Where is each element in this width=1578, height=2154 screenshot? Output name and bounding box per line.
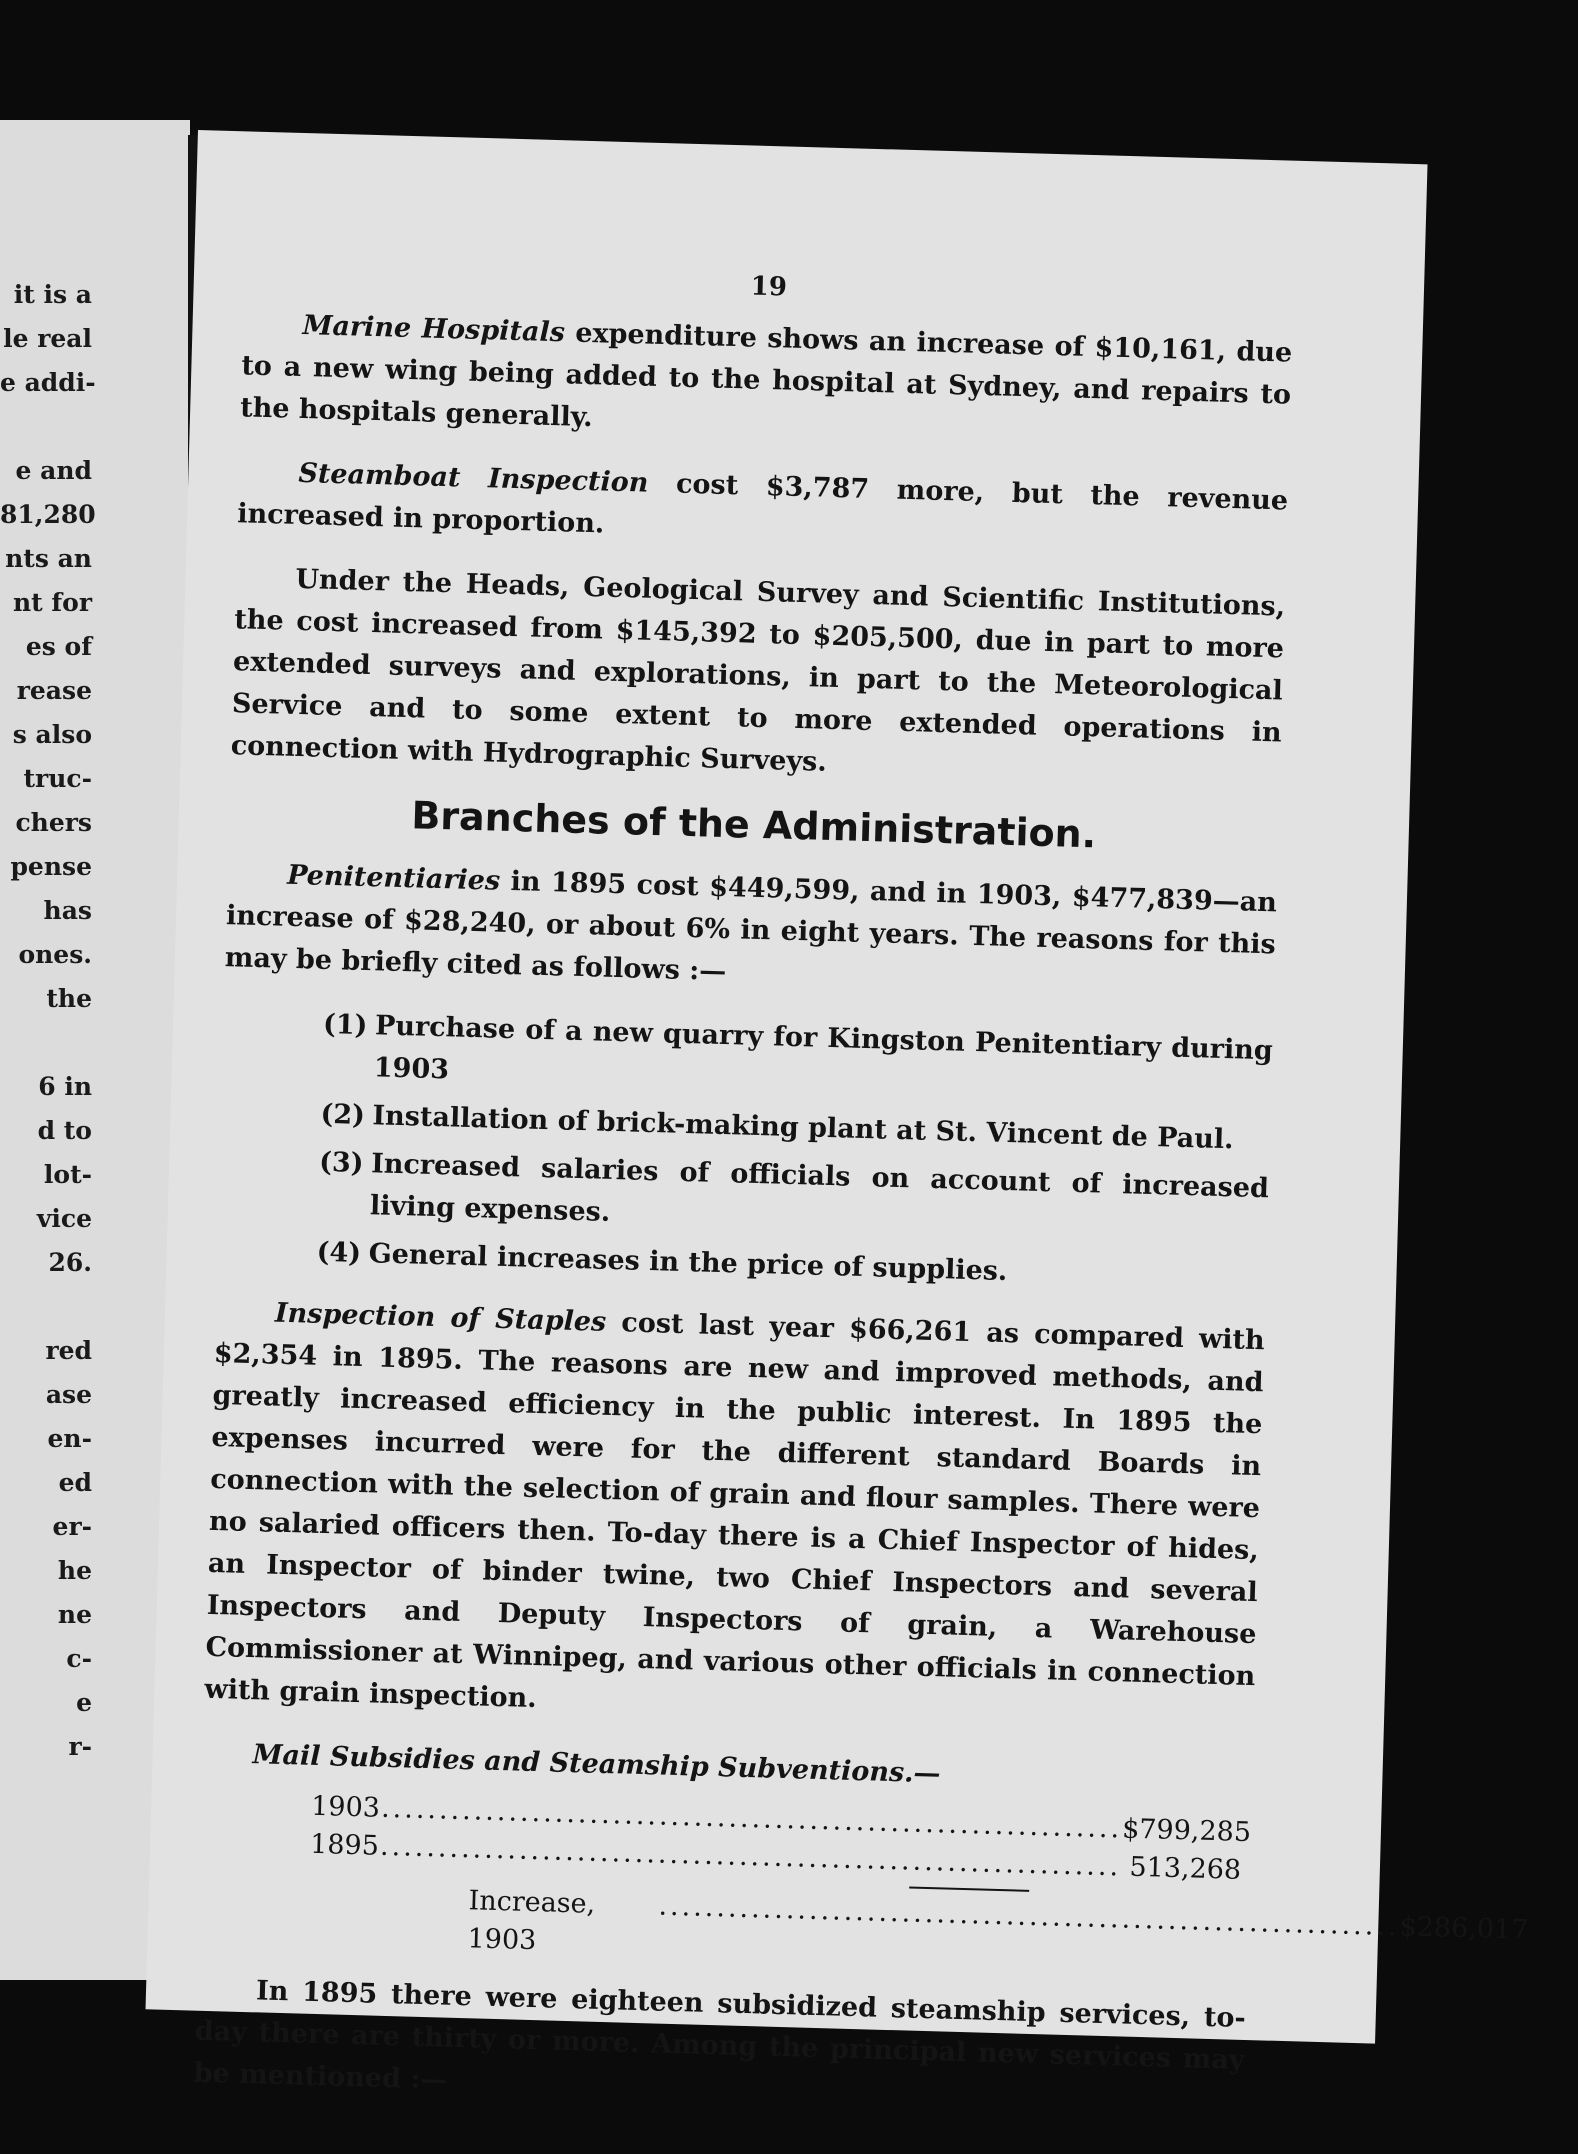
left-page-fragment: truc-	[23, 764, 92, 793]
left-page-fragment: he	[57, 1556, 92, 1585]
left-page-fragment: c-	[66, 1644, 92, 1673]
reasons-list	[316, 1004, 1273, 1300]
total-label: Increase, 1903	[467, 1885, 596, 1957]
total-row	[467, 1882, 1529, 1974]
left-page-fragment: 81,280	[0, 500, 96, 529]
paragraph-steamboat-inspection	[237, 451, 1289, 564]
left-page-fragment: vice	[36, 1204, 92, 1233]
left-page-fragment: r-	[68, 1732, 92, 1761]
left-page-fragment: e addi-	[0, 368, 96, 397]
left-page-fragment: chers	[15, 808, 92, 837]
left-page-fragment: red	[45, 1336, 92, 1365]
list-text: Installation of brick-making plant at St. Vincent de Paul.	[372, 1100, 1235, 1156]
left-page-fragment: nt for	[12, 588, 92, 617]
list-text: Purchase of a new quarry for Kingston Penitentiary during 1903	[373, 1010, 1274, 1086]
paragraph-steamship-services: In 1895 there were eighteen subsidized steamship services, to-day there are thirty or more. Among the principal new services may be mentioned :—	[193, 1975, 1247, 2096]
left-page-fragment: ase	[45, 1380, 92, 1409]
total-value: $286,017	[1399, 1911, 1529, 1946]
lead-marine-hospitals: Marine Hospitals	[302, 310, 566, 349]
sum-rule	[909, 1887, 1029, 1892]
left-page-fragment: 26.	[48, 1248, 92, 1277]
list-text: Increased salaries of officials on account of increased living expenses.	[369, 1148, 1270, 1228]
row-value: 513,268	[1129, 1851, 1242, 1886]
section-heading: Branches of the Administration.	[410, 793, 1097, 857]
left-page-fragment: e and	[15, 456, 92, 485]
lead-penitentiaries: Penitentiaries	[286, 859, 501, 897]
left-page-fragment: le real	[3, 324, 92, 353]
left-page-fragment: es of	[25, 632, 92, 661]
left-page-fragment: 6 in	[38, 1072, 92, 1101]
left-page-fragment: er-	[52, 1512, 92, 1541]
left-page-fragment: pense	[10, 852, 92, 881]
left-page-fragment: ne	[57, 1600, 92, 1629]
paragraph-text: in 1895 cost $449,599, and in 1903, $477,839—an increase of $28,240, or about 6% in eight years. The reasons for this may be briefly cited as follows :—	[224, 865, 1278, 988]
left-page-fragment: ed	[58, 1468, 92, 1497]
right-page	[146, 130, 1529, 2096]
mail-subsidies-title: Mail Subsidies and Steamship Subventions.—	[252, 1739, 941, 1790]
list-number: (2)	[320, 1098, 366, 1132]
row-value: $799,285	[1121, 1813, 1252, 1849]
page-number: 19	[750, 271, 788, 303]
dot-leader: ................................................................	[380, 1792, 1123, 1845]
list-number: (4)	[316, 1236, 362, 1269]
paragraph-text: cost last year $66,261 as compared with $2,354 in 1895. The reasons are new and improved methods, and greatly increased efficiency in the public interest. In 1895 the expenses incurred were for the different standard Boards in connection with the selection of grain and flour samples. There were no salaried officers then. To-day there is a Chief Inspector of hides, an Inspector of binder twine, two Chief Inspectors and several Inspectors and Deputy Inspectors of grain, a Warehouse Commissioner at Winnipeg, and various other officials in connection with grain inspection.	[204, 1306, 1266, 1715]
left-page-fragment: ones.	[18, 940, 92, 969]
left-page-fragment: lot-	[43, 1160, 92, 1189]
lead-steamboat-inspection: Steamboat Inspection	[298, 457, 649, 499]
paragraph-text: expenditure shows an increase of $10,161, due to a new wing being added to the hospital at Sydney, and repairs to the hospitals generally.	[239, 317, 1293, 434]
row-year: 1903	[310, 1790, 381, 1824]
page-content	[193, 251, 1529, 2146]
paragraph-text: cost $3,787 more, but the revenue increased in proportion.	[236, 467, 1289, 540]
paragraph-geological-survey: Under the Heads, Geological Survey and Scientific Institutions, the cost increased from $145,392 to $205,500, due in part to more extended surveys and explorations, in part to the Meteorological Service and to some extent to more extended operations in connection with Hydrographic Surveys.	[230, 563, 1286, 778]
paragraph-penitentiaries	[224, 853, 1277, 1008]
left-page-fragment: en-	[47, 1424, 92, 1453]
paragraph-marine-hospitals	[240, 303, 1293, 458]
lead-inspection-of-staples: Inspection of Staples	[274, 1297, 607, 1338]
row-year: 1895	[309, 1828, 380, 1862]
left-page-fragment: s also	[12, 720, 92, 749]
left-page-fragment: the	[46, 984, 92, 1013]
left-page-fragment: it is a	[13, 280, 92, 309]
list-number: (1)	[322, 1008, 368, 1042]
dot-leader: ................................................................	[379, 1830, 1122, 1883]
dot-leader: ................................................................	[658, 1890, 1401, 1943]
left-page-fragment: e	[76, 1688, 92, 1717]
left-page-fragment: has	[43, 896, 92, 925]
left-page-fragment: rease	[16, 676, 92, 705]
mail-subsidies-table	[307, 1788, 1529, 1974]
paragraph-inspection-of-staples	[204, 1291, 1265, 1740]
list-number: (3)	[318, 1146, 364, 1180]
left-page-fragment: nts an	[5, 544, 92, 573]
left-page-fragment: d to	[37, 1116, 92, 1145]
list-text: General increases in the price of supplies.	[368, 1238, 1008, 1288]
